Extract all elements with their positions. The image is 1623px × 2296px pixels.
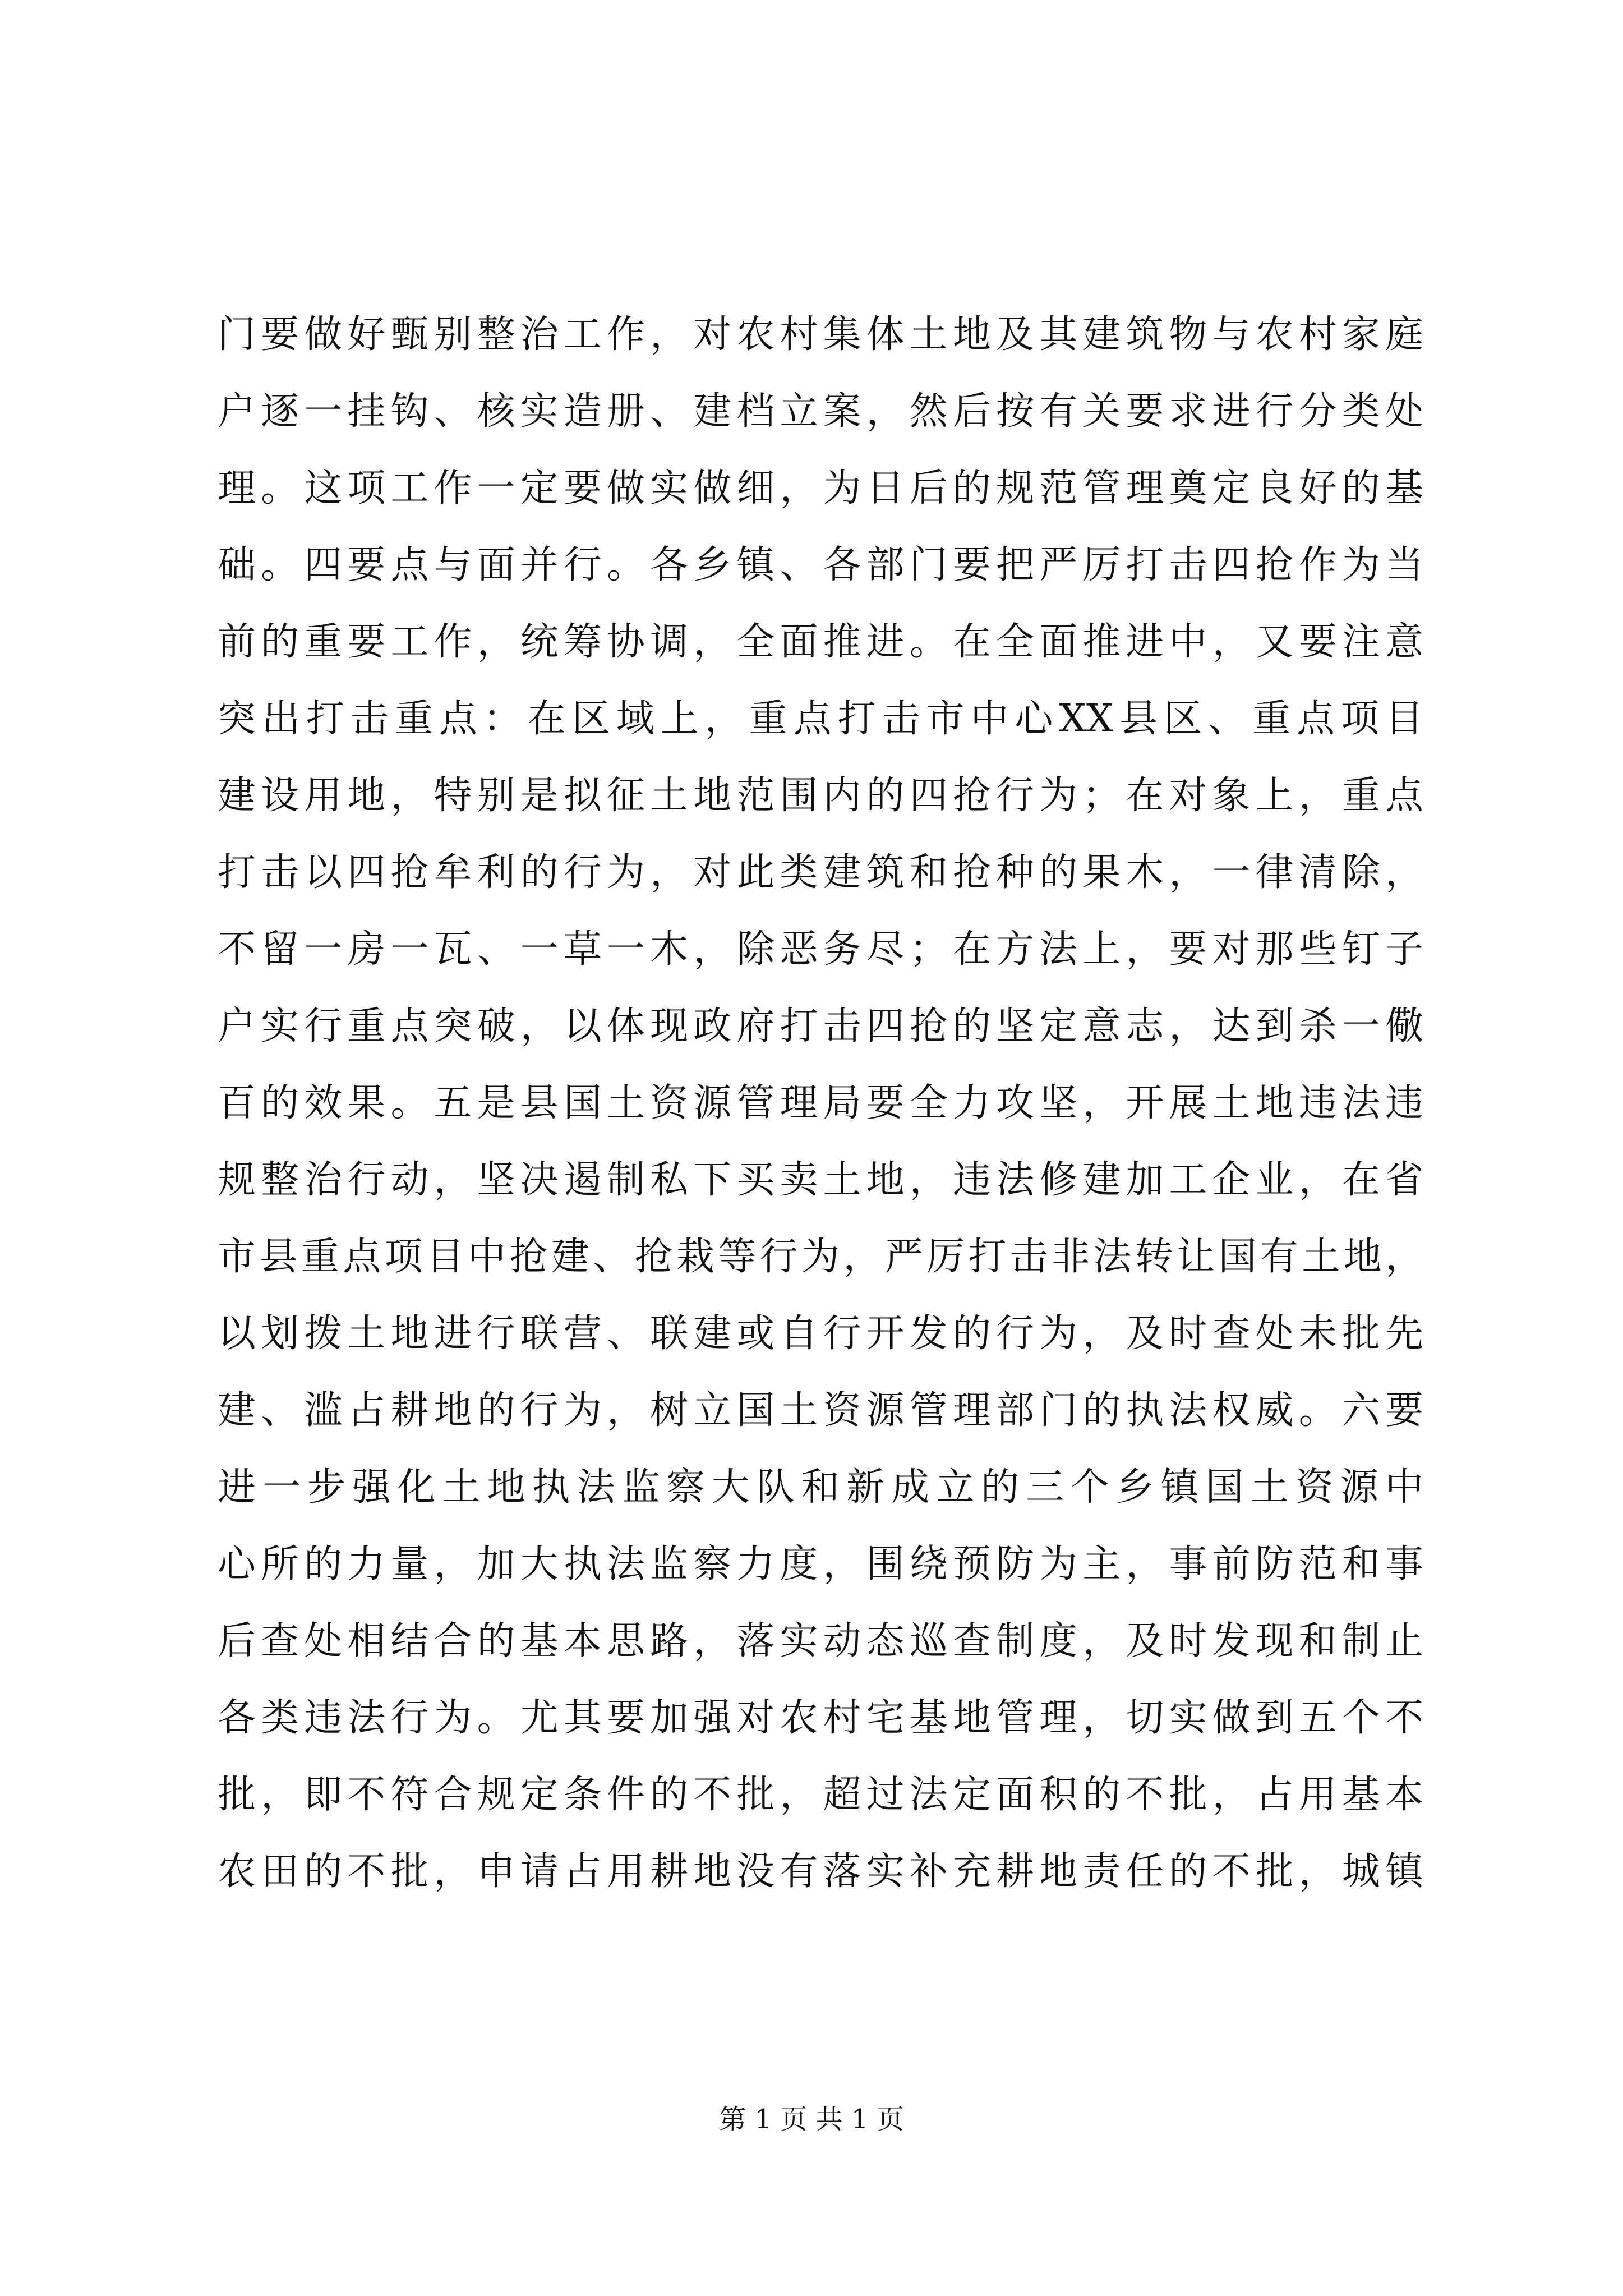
text-line: 础。四要点与面并行。各乡镇、各部门要把严厉打击四抢作为当 (218, 543, 1423, 587)
text-line: 打击以四抢牟利的行为，对此类建筑和抢种的果木，一律清除， (218, 850, 1423, 895)
text-line: 百的效果。五是县国土资源管理局要全力攻坚，开展土地违法违 (218, 1081, 1423, 1125)
text-line: 建设用地，特别是拟征土地范围内的四抢行为；在对象上，重点 (218, 774, 1423, 818)
text-line: 批，即不符合规定条件的不批，超过法定面积的不批，占用基本 (218, 1773, 1423, 1817)
text-line: 农田的不批，申请占用耕地没有落实补充耕地责任的不批，城镇 (218, 1849, 1423, 1894)
text-line: 户逐一挂钩、核实造册、建档立案，然后按有关要求进行分类处 (218, 389, 1423, 434)
text-line: 理。这项工作一定要做实做细，为日后的规范管理奠定良好的基 (218, 466, 1423, 510)
text-line: 门要做好甄别整治工作，对农村集体土地及其建筑物与农村家庭 (218, 312, 1423, 357)
page-number-footer: 第 1 页 共 1 页 (719, 2104, 904, 2135)
body-text (218, 296, 1423, 1910)
text-line: 突出打击重点：在区域上，重点打击市中心XX县区、重点项目 (218, 697, 1423, 741)
text-line: 户实行重点突破，以体现政府打击四抢的坚定意志，达到杀一儆 (218, 1004, 1423, 1048)
text-line: 进一步强化土地执法监察大队和新成立的三个乡镇国土资源中 (218, 1465, 1423, 1510)
text-line: 建、滥占耕地的行为，树立国土资源管理部门的执法权威。六要 (218, 1388, 1423, 1433)
text-line: 前的重要工作，统筹协调，全面推进。在全面推进中，又要注意 (218, 620, 1423, 664)
text-line: 心所的力量，加大执法监察力度，围绕预防为主，事前防范和事 (218, 1542, 1423, 1586)
text-line: 规整治行动，坚决遏制私下买卖土地，违法修建加工企业，在省 (218, 1158, 1423, 1202)
text-line: 市县重点项目中抢建、抢栽等行为，严厉打击非法转让国有土地， (218, 1235, 1423, 1279)
text-line: 后查处相结合的基本思路，落实动态巡查制度，及时发现和制止 (218, 1619, 1423, 1663)
text-line: 各类违法行为。尤其要加强对农村宅基地管理，切实做到五个不 (218, 1696, 1423, 1740)
text-line: 不留一房一瓦、一草一木，除恶务尽；在方法上，要对那些钉子 (218, 927, 1423, 972)
text-line: 以划拨土地进行联营、联建或自行开发的行为，及时查处未批先 (218, 1312, 1423, 1356)
